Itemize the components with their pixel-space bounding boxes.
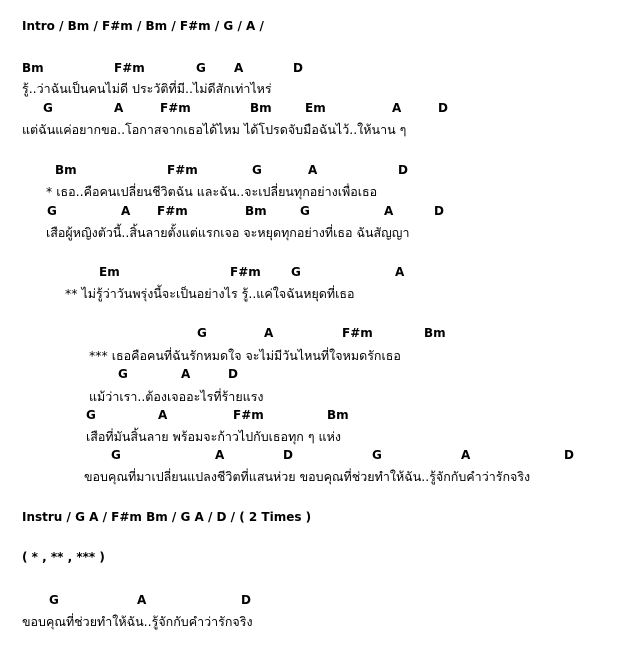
chord: D: [283, 448, 293, 462]
lyric-line: เสือผู้หญิงตัวนี้..สิ้นลายตั้งแต่แรกเจอ จะหยุดทุกอย่างที่เธอ ฉันสัญญา: [46, 225, 410, 240]
lyric-line: แม้ว่าเรา..ต้องเจออะไรที่ร้ายแรง: [89, 389, 264, 404]
chord: F#m: [230, 265, 261, 279]
chord: G: [111, 448, 121, 462]
chord: A: [308, 163, 318, 177]
chord: A: [114, 101, 124, 115]
instru-line: Instru / G A / F#m Bm / G A / D / ( 2 Times ): [22, 510, 312, 524]
intro-line: Intro / Bm / F#m / Bm / F#m / G / A /: [22, 19, 264, 33]
chord: Bm: [250, 101, 272, 115]
chord: Bm: [22, 61, 44, 75]
chord: G: [47, 204, 57, 218]
chord: D: [434, 204, 444, 218]
chord: Bm: [424, 326, 446, 340]
chord: A: [264, 326, 274, 340]
lyric-line: ขอบคุณที่มาเปลี่ยนแปลงชีวิตที่แสนห่วย ขอบคุณที่ช่วยทำให้ฉัน..รู้จักกับคำว่ารักจริง: [84, 469, 531, 484]
lyric-line: รู้..ว่าฉันเป็นคนไม่ดี ประวัติที่มี..ไม่ดีสักเท่าไหร่: [22, 81, 272, 96]
chord: A: [395, 265, 405, 279]
chord: A: [121, 204, 131, 218]
chord: A: [461, 448, 471, 462]
chord: F#m: [114, 61, 145, 75]
chord: Bm: [327, 408, 349, 422]
chord: D: [293, 61, 303, 75]
chord: Em: [99, 265, 120, 279]
chord: G: [300, 204, 310, 218]
chord: D: [228, 367, 238, 381]
chord: G: [49, 593, 59, 607]
chord: F#m: [157, 204, 188, 218]
chord: D: [241, 593, 251, 607]
lyric-line: * เธอ..คือคนเปลี่ยนชีวิตฉัน และฉัน..จะเปลี่ยนทุกอย่างเพื่อเธอ: [46, 184, 378, 199]
lyric-line: ** ไม่รู้ว่าวันพรุ่งนี้จะเป็นอย่างไร รู้..แค่ใจฉันหยุดที่เธอ: [65, 286, 355, 301]
chord: D: [564, 448, 574, 462]
chord: A: [392, 101, 402, 115]
chord: A: [181, 367, 191, 381]
chord: G: [196, 61, 206, 75]
chord: G: [118, 367, 128, 381]
chord: A: [137, 593, 147, 607]
chord: A: [384, 204, 394, 218]
chord: Bm: [55, 163, 77, 177]
lyric-line: *** เธอคือคนที่ฉันรักหมดใจ จะไม่มีวันไหนที่ใจหมดรักเธอ: [89, 348, 401, 363]
repeat-line: ( * , ** , *** ): [22, 550, 105, 564]
chord: A: [215, 448, 225, 462]
chord: F#m: [342, 326, 373, 340]
chord: D: [438, 101, 448, 115]
chord: D: [398, 163, 408, 177]
chord: F#m: [233, 408, 264, 422]
chord: A: [158, 408, 168, 422]
chord: G: [43, 101, 53, 115]
lyric-line: แต่ฉันแค่อยากขอ..โอกาสจากเธอได้ไหม ได้โปรดจับมือฉันไว้..ให้นาน ๆ: [22, 122, 407, 137]
chord: G: [252, 163, 262, 177]
chord: G: [197, 326, 207, 340]
chord: F#m: [160, 101, 191, 115]
chord: Bm: [245, 204, 267, 218]
chord: G: [372, 448, 382, 462]
chord: F#m: [167, 163, 198, 177]
chord: G: [86, 408, 96, 422]
chord: A: [234, 61, 244, 75]
chord: Em: [305, 101, 326, 115]
lyric-line: ขอบคุณที่ช่วยทำให้ฉัน..รู้จักกับคำว่ารักจริง: [22, 614, 253, 629]
lyric-line: เสือที่มันสิ้นลาย พร้อมจะก้าวไปกับเธอทุก ๆ แห่ง: [86, 429, 341, 444]
chord: G: [291, 265, 301, 279]
